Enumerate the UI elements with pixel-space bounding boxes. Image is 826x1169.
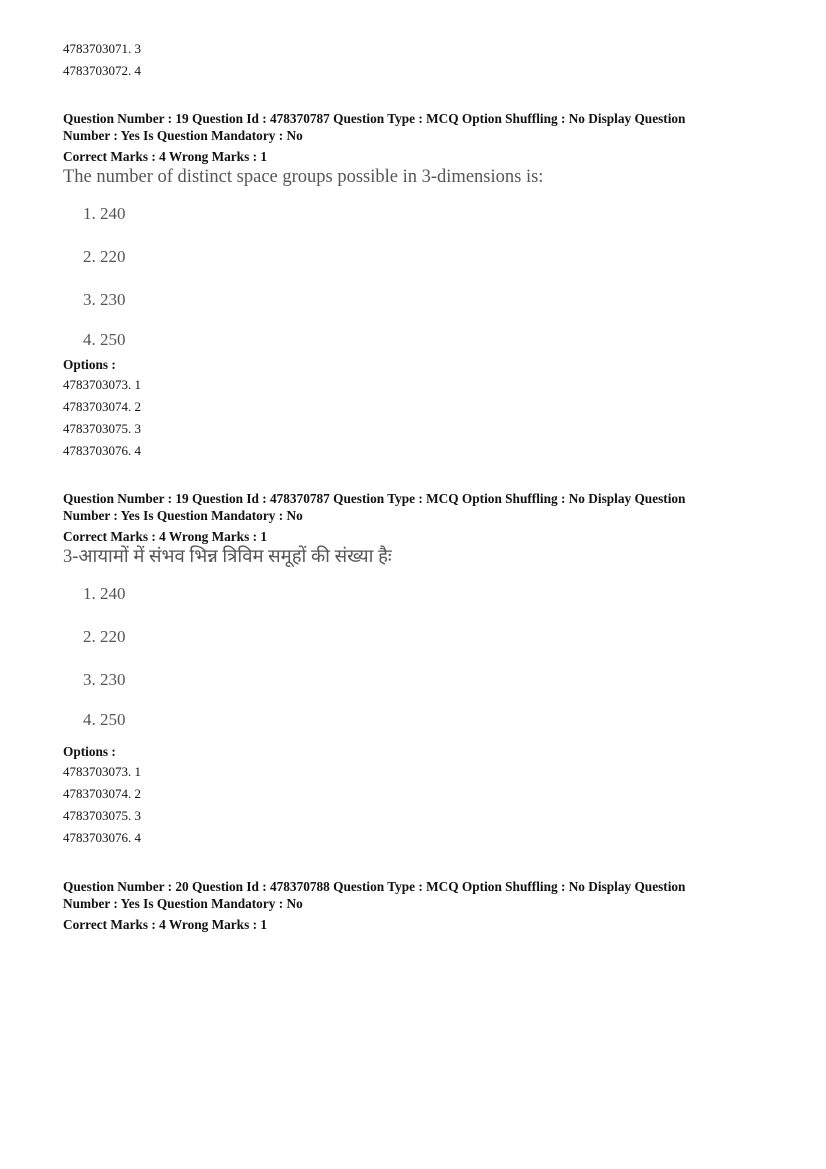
question-block-2 [63, 490, 763, 730]
option-id-line: 4783703076. 4 [63, 443, 141, 458]
option-id-line: 4783703071. 3 [63, 41, 141, 56]
choice-list [63, 201, 763, 350]
question-meta-line1: Question Number : 19 Question Id : 478370787 Question Type : MCQ Option Shuffling : No Display Question [63, 491, 686, 506]
previous-options [63, 38, 763, 82]
option-id-line: 4783703073. 1 [63, 764, 141, 779]
question-text: The number of distinct space groups possible in 3-dimensions is: [63, 167, 544, 187]
options-label: Options : [63, 357, 116, 372]
question-meta-line2: Number : Yes Is Question Mandatory : No [63, 128, 303, 143]
option-id-line: 4783703075. 3 [63, 421, 141, 436]
question-meta-line1: Question Number : 19 Question Id : 478370787 Question Type : MCQ Option Shuffling : No Display Question [63, 111, 686, 126]
question-meta-line2: Number : Yes Is Question Mandatory : No [63, 896, 303, 911]
choice-item: 3. 230 [83, 290, 126, 309]
option-id-line: 4783703074. 2 [63, 786, 141, 801]
choice-item: 1. 240 [83, 204, 126, 223]
options-label: Options : [63, 744, 116, 759]
option-id-line: 4783703075. 3 [63, 808, 141, 823]
choice-item: 2. 220 [83, 627, 126, 646]
options-list-2 [63, 743, 763, 849]
choice-item: 3. 230 [83, 670, 126, 689]
option-id-line: 4783703073. 1 [63, 377, 141, 392]
choice-list [63, 581, 763, 730]
question-marks: Correct Marks : 4 Wrong Marks : 1 [63, 917, 267, 932]
choice-item: 4. 250 [83, 330, 126, 349]
choice-item: 4. 250 [83, 710, 126, 729]
question-meta-line2: Number : Yes Is Question Mandatory : No [63, 508, 303, 523]
options-list-1 [63, 356, 763, 462]
question-meta [63, 110, 763, 144]
question-meta-line1: Question Number : 20 Question Id : 478370788 Question Type : MCQ Option Shuffling : No Display Question [63, 879, 686, 894]
question-text: 3-आयामों में संभव भिन्न त्रिविम समूहों की संख्या हैः [63, 547, 392, 567]
option-id-line: 4783703072. 4 [63, 63, 141, 78]
question-meta [63, 490, 763, 524]
question-block-1 [63, 110, 763, 350]
choice-item: 2. 220 [83, 247, 126, 266]
question-marks: Correct Marks : 4 Wrong Marks : 1 [63, 529, 267, 544]
question-meta [63, 878, 763, 912]
question-marks: Correct Marks : 4 Wrong Marks : 1 [63, 149, 267, 164]
option-id-line: 4783703076. 4 [63, 830, 141, 845]
question-block-3 [63, 878, 763, 933]
option-id-line: 4783703074. 2 [63, 399, 141, 414]
choice-item: 1. 240 [83, 584, 126, 603]
